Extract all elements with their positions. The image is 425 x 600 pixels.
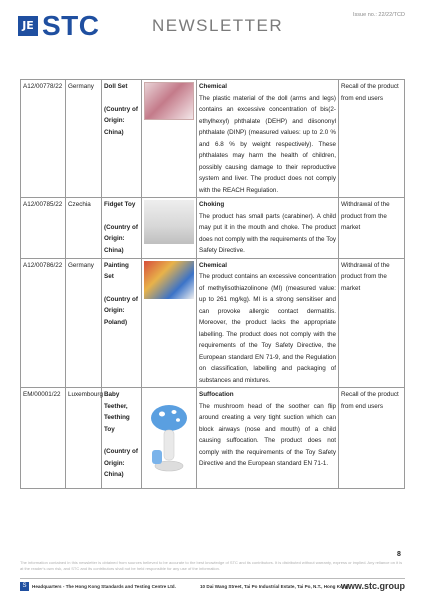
stc-footer-icon: S — [20, 582, 29, 591]
baby-teether-photo-icon — [144, 390, 194, 486]
product-cell — [102, 198, 142, 259]
measure-cell: Withdrawal of the product from the market — [339, 198, 405, 259]
footer-address: 10 Dai Wang Street, Tai Po Industrial Estate, Tai Po, N.T., Hong Kong — [200, 584, 349, 589]
photo-cell — [142, 388, 197, 489]
photo-cell — [142, 80, 197, 198]
footer-divider — [20, 578, 405, 579]
country-cell: Czechia — [66, 198, 102, 259]
disclaimer-text: The information contained in this newsletter is obtained from sources believed to be accurate to the best knowledge of STC and its contributors. It is distributed without warranty, express or implied. Any reliance on it is at the reader's own risk, and STC and its contributors shall not be held responsible for any use of the information. — [20, 560, 403, 571]
doll-set-photo-icon — [144, 82, 194, 120]
product-name: Baby Teether, Teething Toy — [104, 391, 130, 433]
country-cell: Germany — [66, 258, 102, 388]
origin-label: (Country of Origin: — [104, 105, 138, 124]
product-name: Painting Set — [104, 261, 129, 280]
stc-logo-icon: JE — [18, 16, 38, 36]
origin-country: China) — [104, 246, 124, 254]
risk-type: Choking — [199, 201, 225, 208]
stc-logo-text: STC — [42, 10, 100, 41]
page-header — [0, 0, 425, 58]
country-cell: Luxembourg — [66, 388, 102, 489]
table-row — [21, 388, 405, 489]
reference-cell: A12/00786/22 — [21, 258, 66, 388]
risk-cell — [197, 198, 339, 259]
photo-cell — [142, 258, 197, 388]
risk-type: Chemical — [199, 83, 227, 90]
footer-headquarters: Headquarters - The Hong Kong Standards and Testing Centre Ltd. — [32, 584, 176, 589]
origin-country: China) — [104, 128, 124, 136]
measure-cell: Recall of the product from end users — [339, 80, 405, 198]
reference-cell: EM/00001/22 — [21, 388, 66, 489]
product-name: Doll Set — [104, 83, 128, 90]
product-cell — [102, 258, 142, 388]
risk-description: The product has small parts (carabiner). A child may put it in the mouth and choke. The product does not comply with the requirements of the Toy Safety Directive. — [199, 212, 336, 254]
reference-cell: A12/00785/22 — [21, 198, 66, 259]
table-row — [21, 198, 405, 259]
risk-cell — [197, 80, 339, 198]
risk-description: The mushroom head of the soother can flip around creating a very tight suction which can block airways (nose and mouth) of a child causing suffocation. The product does not comply with the requirements of the Toy Safety Directive and the European standard EN 71-1. — [199, 402, 336, 467]
reference-cell: A12/00778/22 — [21, 80, 66, 198]
origin-country: China) — [104, 471, 124, 478]
footer-website-link[interactable]: www.stc.group — [340, 581, 405, 591]
page-number: 8 — [397, 551, 401, 558]
country-cell: Germany — [66, 80, 102, 198]
newsletter-title: NEWSLETTER — [152, 16, 284, 35]
table-row — [21, 80, 405, 198]
risk-type: Suffocation — [199, 391, 234, 398]
recall-table — [20, 79, 405, 489]
origin-label: (Country of Origin: — [104, 223, 138, 242]
origin-label: (Country of Origin: — [104, 448, 138, 467]
measure-cell: Recall of the product from end users — [339, 388, 405, 489]
risk-type: Chemical — [199, 261, 227, 269]
table-row — [21, 258, 405, 388]
product-cell — [102, 388, 142, 489]
product-cell — [102, 80, 142, 198]
issue-number: Issue no.: 22/22/TCD — [353, 12, 405, 18]
page-footer — [20, 581, 405, 595]
painting-set-photo-icon — [144, 261, 194, 299]
origin-label: (Country of Origin: — [104, 295, 138, 314]
risk-description: The plastic material of the doll (arms and legs) contains an excessive concentration of bis(2-ethylhexyl) phthalate (DEHP) and diisononyl phthalate (DINP) (measured values: up to 2.0 % and 6.8 % by weight respectively). These phthalates may harm the health of children, possibly causing damage to their reproductive system and liver. The product does not comply with the REACH Regulation. — [199, 94, 336, 194]
origin-country: Poland) — [104, 318, 128, 326]
risk-cell — [197, 258, 339, 388]
photo-cell — [142, 198, 197, 259]
measure-cell: Withdrawal of the product from the market — [339, 258, 405, 388]
risk-cell — [197, 388, 339, 489]
risk-description: The product contains an excessive concentration of methylisothiazolinone (MI) (measured value: up to 261 mg/kg). MI is a strong sensitiser and can provoke allergic contact dermatitis. Moreover, the product lacks the appropriate labelling. The product does not comply with the requirements of the Toy Safety Directive, the European standard EN 71-9, and the Regulation on classification, labelling and packaging of substances and mixtures. — [199, 273, 336, 384]
fidget-toy-photo-icon — [144, 200, 194, 244]
product-name: Fidget Toy — [104, 201, 136, 208]
